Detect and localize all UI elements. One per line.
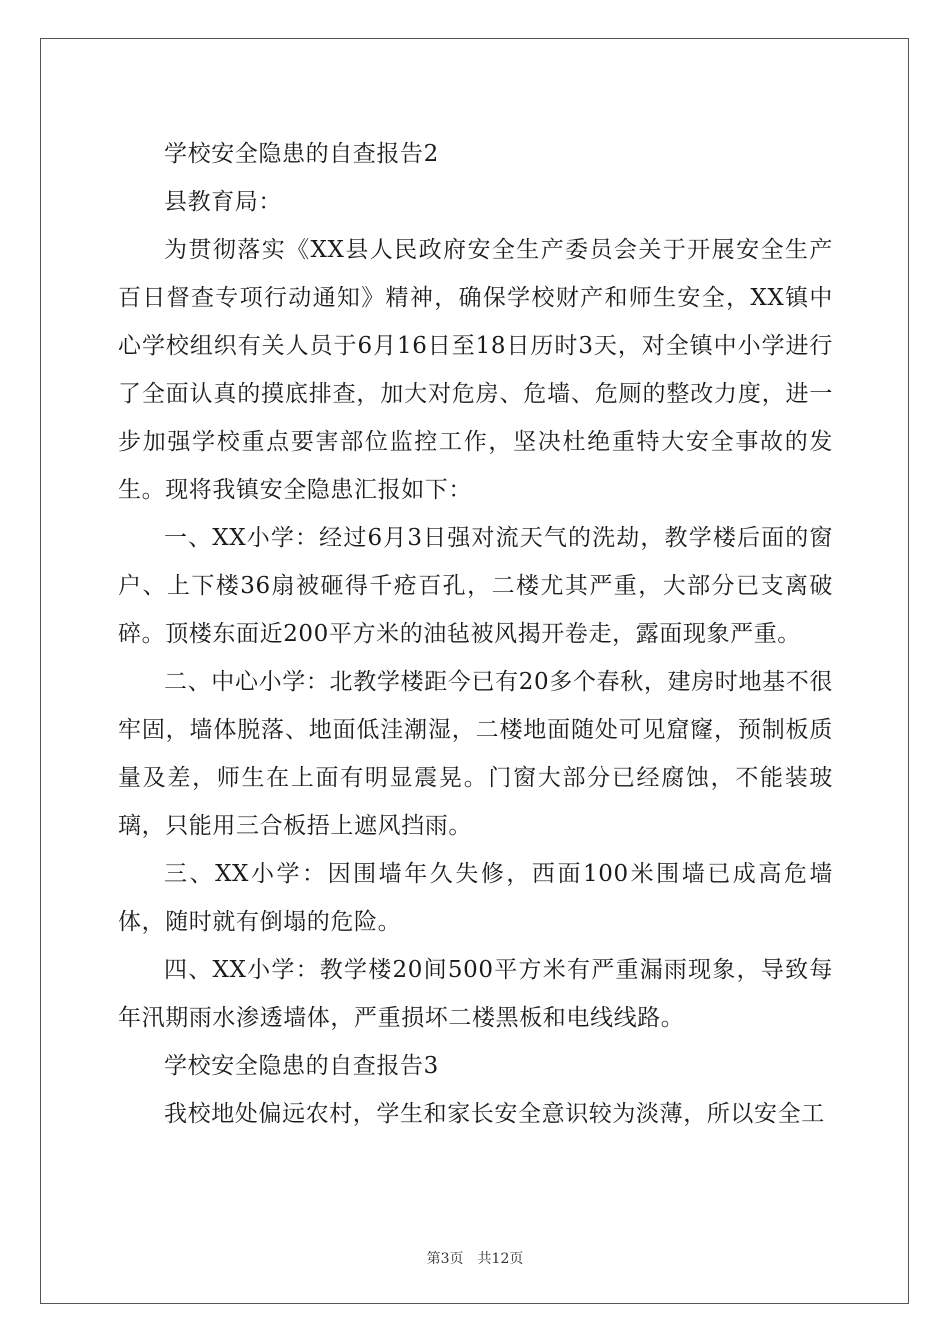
salutation: 县教育局：: [164, 189, 282, 215]
paragraph-continued: 我校地处偏远农村，学生和家长安全意识较为淡薄，所以安全工: [164, 1101, 825, 1127]
paragraph-item-3: 三、XX小学：因围墙年久失修，西面100米围墙已成高危墙体，随时就有倒塌的危险。: [118, 861, 833, 935]
report-heading-2: 学校安全隐患的自查报告2: [164, 141, 439, 167]
paragraph-item-1: 一、XX小学：经过6月3日强对流天气的洗劫，教学楼后面的窗户、上下楼36扇被砸得千疮百孔，二楼尤其严重，大部分已支离破碎。顶楼东面近200平方米的油毡被风揭开卷走，露面现象严重。: [118, 525, 833, 647]
paragraph-intro: 为贯彻落实《XX县人民政府安全生产委员会关于开展安全生产百日督查专项行动通知》精神，确保学校财产和师生安全，XX镇中心学校组织有关人员于6月16日至18日历时3天，对全镇中小学进行了全面认真的摸底排查，加大对危房、危墙、危厕的整改力度，进一步加强学校重点要害部位监控工作，坚决杜绝重特大安全事故的发生。现将我镇安全隐患汇报如下：: [118, 237, 833, 503]
page-number: 第3页: [426, 1251, 464, 1267]
page-total: 共12页: [477, 1251, 524, 1267]
document-body: [118, 130, 833, 1138]
paragraph-item-4: 四、XX小学：教学楼20间500平方米有严重漏雨现象，导致每年汛期雨水渗透墙体，严重损坏二楼黑板和电线线路。: [118, 957, 833, 1031]
report-heading-3: 学校安全隐患的自查报告3: [164, 1053, 439, 1079]
page-footer: [0, 1248, 950, 1268]
paragraph-item-2: 二、中心小学：北教学楼距今已有20多个春秋，建房时地基不很牢固，墙体脱落、地面低洼潮湿，二楼地面随处可见窟窿，预制板质量及差，师生在上面有明显震晃。门窗大部分已经腐蚀，不能装玻璃，只能用三合板捂上遮风挡雨。: [118, 669, 833, 839]
